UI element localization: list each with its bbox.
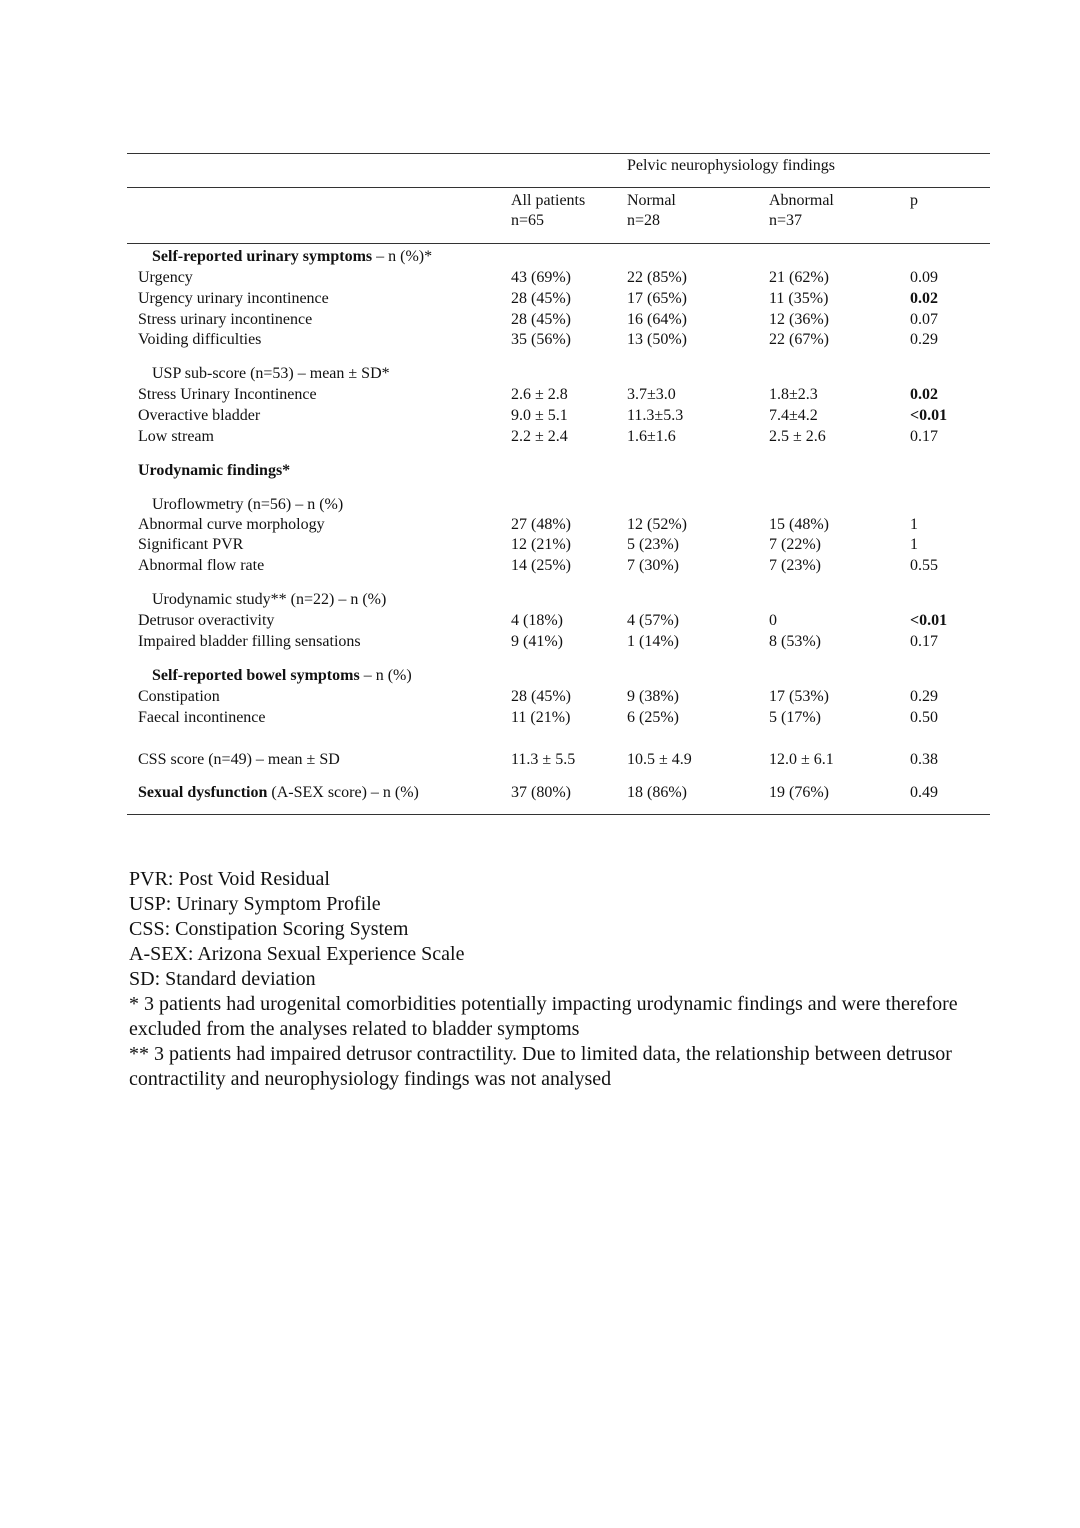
- footnote: * 3 patients had urogenital comorbidities potentially impacting urodynamic findings and were therefore excluded from the analyses related to bladder symptoms: [129, 993, 958, 1040]
- document-page: Pelvic neurophysiology findings All patients n=65 Normal n=28 Abnormal n=37 p Self-reported urinary symptoms – n (%)* Urgency 43 (69%) 22 (85%) 21 (62%) 0.09 Urgency urinary incontinence 28 (45%) 17 (65%) 11 (35%) 0.02 Stress urinary incontinence 28 (45%) 16 (64%) 12 (36%) 0.07 Voiding difficulties 35 (56%) 13 (50%) 22 (67%) 0.29 USP sub-score (n=53) – mean ± SD* Stress Urinary Incontinence 2.6 ± 2.8 3.7±3.0 1.8±2.3 0.02 Overactive bladder 9.0 ± 5.1 11.3±5.3 7.4±4.2 <0.01 Low stream 2.2 ± 2.4 1.6±1.6 2.5 ± 2.6 0.17 Urodynamic findings* Uroflowmetry (n=56) – n (%) Abnormal curve morphology 27 (48%) 12 (52%) 15 (48%) 1 Significant PVR 12 (21%) 5 (23%) 7 (22%) 1 Abnormal flow rate 14 (25%) 7 (30%) 7 (23%) 0.55 Urodynamic study** (n=22) – n (%) Detrusor overactivity 4 (18%) 4 (57%) 0 <0.01 Impaired bladder filling sensations 9 (41%) 1 (14%) 8 (53%) 0.17 Self-reported bowel symptoms – n (%) Constipation 28 (45%) 9 (38%) 17 (53%) 0.29 Faecal incontinence 11 (21%) 6 (25%) 5 (17%) 0.50 CSS score (n=49) – mean ± SD 11.3 ± 5.5 10.5 ± 4.9 12.0 ± 6.1 0.38 Sexual dysfunction (A-SEX score) – n (%) 37 (80%) 18 (86%) 19 (76%) 0.49 PVR: Post Void Residual USP: Urinary Symptom Profile CSS: Constipation Scoring System A-SEX: Arizona Sexual Experience Scale SD: Standard deviation * 3 patients had urogenital comorbidities potentially impacting urodynamic findings and were therefore excluded from the analyses related to bladder symptoms ** 3 patients had impaired detrusor contractility. Due to limited data, the relationship between detrusor contractility and neurophysiology findings was not analysed: [0, 0, 1080, 1528]
- footnote: PVR: Post Void Residual: [129, 868, 330, 890]
- footnote: USP: Urinary Symptom Profile: [129, 893, 381, 915]
- col-header-normal: Normal n=28: [627, 192, 676, 229]
- table-top-rule: [127, 153, 990, 154]
- col-header-p: p: [910, 192, 918, 209]
- table-body-rule: [127, 243, 990, 244]
- section-urinary-symptoms: Self-reported urinary symptoms – n (%)*: [152, 248, 433, 265]
- footnote: SD: Standard deviation: [129, 968, 316, 990]
- col-header-all: All patients n=65: [511, 192, 586, 229]
- col-header-abnormal: Abnormal n=37: [769, 192, 834, 229]
- section-bowel-symptoms: Self-reported bowel symptoms – n (%): [152, 667, 412, 684]
- section-urodynamic-study: Urodynamic study** (n=22) – n (%): [152, 591, 387, 608]
- table-footnotes: [129, 867, 969, 1092]
- spanning-header: Pelvic neurophysiology findings: [627, 157, 835, 174]
- footnote: A-SEX: Arizona Sexual Experience Scale: [129, 943, 465, 965]
- section-usp-subscore: USP sub-score (n=53) – mean ± SD*: [152, 365, 390, 382]
- table-bottom-rule: [127, 814, 990, 815]
- section-urodynamic-findings: Urodynamic findings*: [138, 462, 291, 479]
- section-uroflowmetry: Uroflowmetry (n=56) – n (%): [152, 496, 344, 513]
- footnote: ** 3 patients had impaired detrusor contractility. Due to limited data, the relationship between detrusor contractility and neurophysiology findings was not analysed: [129, 1043, 952, 1090]
- footnote: CSS: Constipation Scoring System: [129, 918, 409, 940]
- table-header-rule: [127, 187, 990, 188]
